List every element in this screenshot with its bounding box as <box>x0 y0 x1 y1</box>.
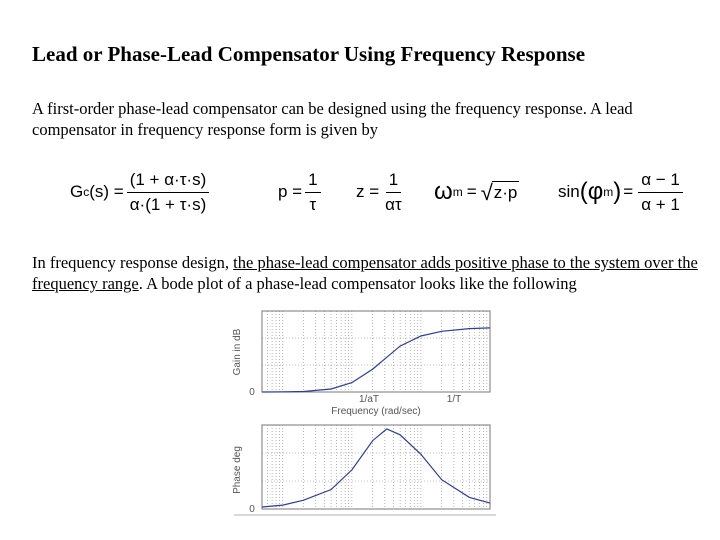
bode-text-part3: . A bode plot of a phase-lead compensator looks like the following <box>138 274 577 293</box>
sqrt-sign: √ <box>480 180 493 205</box>
p-numerator: 1 <box>305 170 320 193</box>
gc-denominator: α·(1 + τ·s) <box>129 194 207 214</box>
p-denominator: τ <box>309 194 317 214</box>
gain-ylabel: Gain in dB <box>232 328 243 376</box>
bode-text-part1: In frequency response design, <box>32 253 234 272</box>
phase-ylabel: Phase deg <box>232 446 243 494</box>
sin-close-paren: ) <box>613 178 622 205</box>
gain-ytick-0: 0 <box>249 387 255 398</box>
gc-numerator: (1 + α·τ·s) <box>127 170 210 193</box>
phase-series-line <box>262 429 490 507</box>
sin-eq: = <box>623 182 634 201</box>
gain-xtick-1-over-at: 1/aT <box>358 394 380 405</box>
gc-sub: c <box>83 185 90 199</box>
gc-arg: (s) = <box>89 182 124 201</box>
gain-xtick-1-over-t: 1/T <box>446 394 462 405</box>
sin-denominator: α + 1 <box>641 194 680 214</box>
z-denominator: ατ <box>385 194 402 214</box>
gain-series-line <box>262 328 490 392</box>
sin-open-paren: ( <box>579 178 588 205</box>
gain-xlabel: Frequency (rad/sec) <box>331 406 421 417</box>
intro-paragraph: A first-order phase-lead compensator can be designed using the frequency response. A lead compensator in frequency response form is given by <box>32 99 633 139</box>
z-numerator: 1 <box>386 170 401 193</box>
omega-eq: = <box>466 182 477 201</box>
gain-plot-grid <box>262 311 490 392</box>
phi-symbol: φ <box>587 178 604 205</box>
sin-numerator: α − 1 <box>638 170 683 193</box>
gain-plot-frame <box>262 311 490 392</box>
phi-sub: m <box>603 185 614 199</box>
bode-text-underlined: the phase-lead compensator adds positive phase to the system over the frequency range <box>32 253 698 293</box>
p-lhs: p = <box>278 182 303 201</box>
sin-lhs: sin <box>558 182 580 201</box>
sqrt-radicand: z·p <box>493 183 518 202</box>
gc-lhs: G <box>70 182 84 201</box>
slide-title: Lead or Phase-Lead Compensator Using Frequency Response <box>32 42 586 66</box>
phase-ytick-0: 0 <box>249 504 255 515</box>
omega-lhs: ω <box>434 178 453 205</box>
omega-sub: m <box>452 185 463 199</box>
z-lhs: z = <box>356 182 380 201</box>
